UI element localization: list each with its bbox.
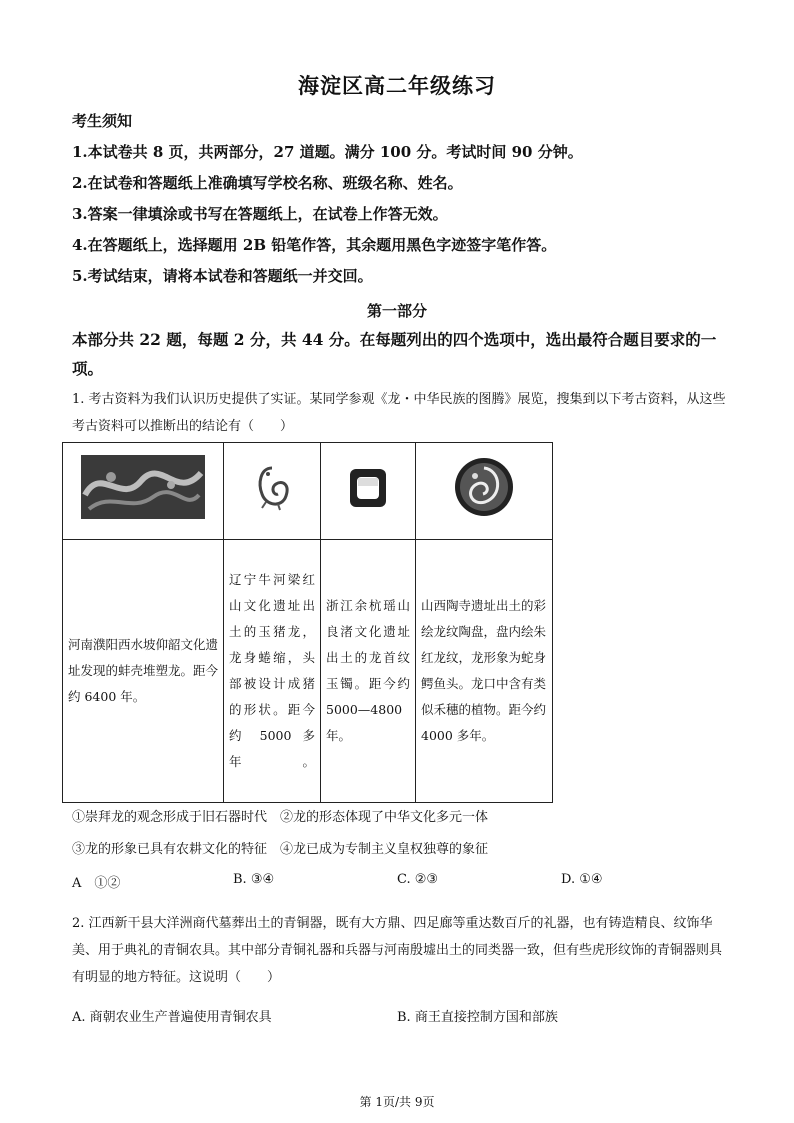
notice-heading: 考生须知 — [72, 112, 133, 130]
artifact-table — [62, 442, 553, 803]
artifact-desc: 山西陶寺遗址出土的彩绘龙纹陶盘，盘内绘朱红龙纹，龙形象为蛇身鳄鱼头。龙口中含有类似禾穗的植物。距今约 4000 多年。 — [416, 540, 553, 803]
jade-pig-dragon-photo — [252, 462, 292, 512]
artifact-desc: 浙江余杭瑶山良渚文化遗址出土的龙首纹玉镯。距今约 5000—4800 年。 — [321, 540, 416, 803]
artifact-desc: 河南濮阳西水坡仰韶文化遗址发现的蚌壳堆塑龙。距今约 6400 年。 — [63, 540, 224, 803]
question-2-stem: 2. 江西新干县大洋洲商代墓葬出土的青铜器，既有大方鼎、四足廊等重达数百斤的礼器，也有铸造精良、纹饰华美、用于典礼的青铜农具。其中部分青铜礼器和兵器与河南殷墟出土的同类器一致，但有些虎形纹饰的青铜器则具有明显的地方特征。这说明（ ） — [72, 916, 723, 985]
artifact-image-cell — [416, 443, 553, 540]
artifact-desc: 辽宁牛河梁红山文化遗址出土的玉猪龙，龙身蜷缩，头部被设计成猪的形状。距今约 5000 多年。 — [224, 540, 321, 803]
page-footer: 第 1页/共 9页 — [359, 1095, 435, 1109]
part-one-heading: 第一部分 — [366, 302, 427, 320]
notice-item: 1.本试卷共 8 页，共两部分，27 道题。满分 100 分。考试时间 90 分钟。 — [72, 143, 583, 161]
artifact-image-cell — [321, 443, 416, 540]
painted-dragon-plate-photo — [453, 456, 515, 518]
option-d[interactable]: D. ①④ — [561, 872, 603, 887]
artifact-image-cell — [63, 443, 224, 540]
option-b[interactable]: B. ③④ — [233, 872, 275, 887]
page-title: 海淀区高二年级练习 — [298, 73, 496, 98]
notice-item: 5.考试结束，请将本试卷和答题纸一并交回。 — [72, 267, 373, 285]
shell-dragon-photo — [81, 455, 205, 519]
notice-item: 4.在答题纸上，选择题用 2B 铅笔作答，其余题用黑色字迹签字笔作答。 — [72, 236, 557, 254]
option-a[interactable]: A. 商朝农业生产普遍使用青铜农具 — [72, 1010, 272, 1025]
artifact-image-cell — [224, 443, 321, 540]
option-b[interactable]: B. 商王直接控制方国和部族 — [397, 1010, 558, 1025]
notice-item: 2.在试卷和答题纸上准确填写学校名称、班级名称、姓名。 — [72, 174, 463, 192]
statement-line: ③龙的形象已具有农耕文化的特征 ④龙已成为专制主义皇权独尊的象征 — [72, 842, 489, 857]
statement-line: ①崇拜龙的观念形成于旧石器时代 ②龙的形态体现了中华文化多元一体 — [72, 810, 489, 825]
option-a[interactable]: A ①② — [72, 876, 121, 891]
jade-bracelet-photo — [344, 461, 392, 513]
notice-item: 3.答案一律填涂或书写在答题纸上，在试卷上作答无效。 — [72, 205, 448, 223]
part-one-intro: 本部分共 22 题，每题 2 分，共 44 分。在每题列出的四个选项中，选出最符合题目要求的一项。 — [72, 330, 717, 378]
question-1-stem: 1. 考古资料为我们认识历史提供了实证。某同学参观《龙・中华民族的图腾》展览，搜集到以下考古资料，从这些考古资料可以推断出的结论有（ ） — [72, 392, 726, 434]
option-c[interactable]: C. ②③ — [397, 872, 439, 887]
